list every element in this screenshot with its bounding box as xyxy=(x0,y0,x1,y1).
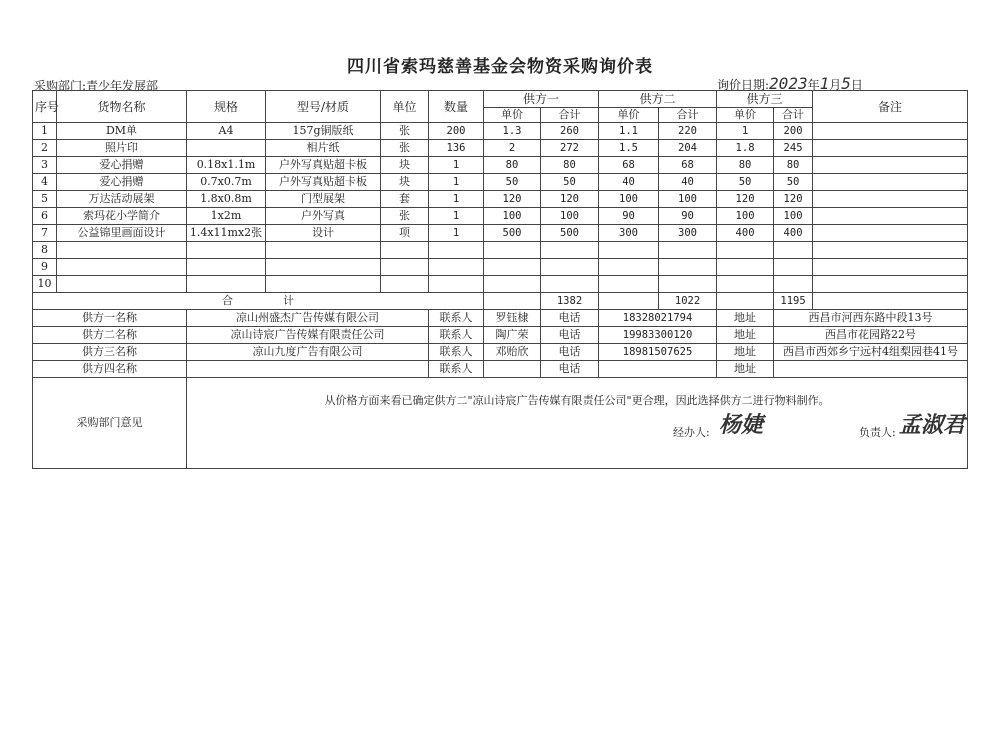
supplier-2-price: 90 xyxy=(599,208,659,225)
item-remark xyxy=(813,208,968,225)
phone-number: 18328021794 xyxy=(599,310,717,327)
signature-area xyxy=(189,408,965,458)
item-remark xyxy=(813,191,968,208)
supplier-1-price xyxy=(484,259,541,276)
supplier-1-total: 500 xyxy=(541,225,599,242)
contact-label: 联系人 xyxy=(429,344,484,361)
header-s3-total: 合计 xyxy=(774,108,813,123)
opinion-row xyxy=(33,378,968,469)
item-qty xyxy=(429,242,484,259)
supplier-1-total xyxy=(541,259,599,276)
supplier-2-total: 300 xyxy=(659,225,717,242)
supplier-2-price: 300 xyxy=(599,225,659,242)
item-unit: 块 xyxy=(381,157,429,174)
header-row xyxy=(33,91,968,108)
supplier-label: 供方二名称 xyxy=(33,327,187,344)
supplier-name xyxy=(187,361,429,378)
supplier-1-total xyxy=(541,276,599,293)
date-day: 5 xyxy=(841,74,851,93)
date-year-unit: 年 xyxy=(807,78,820,92)
supplier-3-price: 1.8 xyxy=(717,140,774,157)
item-model xyxy=(266,276,381,293)
phone-label: 电话 xyxy=(541,310,599,327)
item-unit: 张 xyxy=(381,208,429,225)
item-row xyxy=(33,276,968,293)
item-model xyxy=(266,259,381,276)
supplier-row xyxy=(33,327,968,344)
total-label-a: 合 xyxy=(222,294,233,307)
address-label: 地址 xyxy=(717,361,774,378)
supplier-1-total: 50 xyxy=(541,174,599,191)
item-seq: 1 xyxy=(33,123,57,140)
item-seq: 6 xyxy=(33,208,57,225)
address-label: 地址 xyxy=(717,310,774,327)
item-row xyxy=(33,242,968,259)
manager-signature: 孟淑君 xyxy=(899,412,966,438)
supplier-3-total: 200 xyxy=(774,123,813,140)
supplier-2-price: 1.5 xyxy=(599,140,659,157)
supplier-2-grand-total: 1022 xyxy=(659,293,717,310)
supplier-1-price: 500 xyxy=(484,225,541,242)
date-day-unit: 日 xyxy=(850,78,863,92)
opinion-body xyxy=(187,378,968,469)
supplier-3-total xyxy=(774,276,813,293)
supplier-label: 供方三名称 xyxy=(33,344,187,361)
item-spec xyxy=(187,276,266,293)
phone-number xyxy=(599,361,717,378)
item-qty: 200 xyxy=(429,123,484,140)
handler-signature: 杨婕 xyxy=(719,412,764,438)
item-model: 相片纸 xyxy=(266,140,381,157)
item-row xyxy=(33,208,968,225)
supplier-address: 西昌市河西东路中段13号 xyxy=(774,310,968,327)
date-year: 2023 xyxy=(769,74,808,93)
item-model: 户外写真 xyxy=(266,208,381,225)
item-spec xyxy=(187,242,266,259)
supplier-3-price xyxy=(717,242,774,259)
date-prefix: 询价日期: xyxy=(717,78,770,92)
header-supplier-1: 供方一 xyxy=(484,91,599,108)
total-row xyxy=(33,293,968,310)
header-qty: 数量 xyxy=(429,91,484,123)
item-model: 设计 xyxy=(266,225,381,242)
item-unit xyxy=(381,242,429,259)
supplier-2-total: 90 xyxy=(659,208,717,225)
supplier-2-total: 40 xyxy=(659,174,717,191)
supplier-name: 凉山九度广告有限公司 xyxy=(187,344,429,361)
phone-label: 电话 xyxy=(541,361,599,378)
header-remark: 备注 xyxy=(813,91,968,123)
item-spec: 0.18x1.1m xyxy=(187,157,266,174)
supplier-address: 西昌市西郊乡宁远村4组梨园巷41号 xyxy=(774,344,968,361)
item-remark xyxy=(813,259,968,276)
address-label: 地址 xyxy=(717,344,774,361)
item-unit xyxy=(381,276,429,293)
header-supplier-2: 供方二 xyxy=(599,91,717,108)
contact-label: 联系人 xyxy=(429,361,484,378)
supplier-2-total xyxy=(659,242,717,259)
item-spec: 1.8x0.8m xyxy=(187,191,266,208)
supplier-3-total: 100 xyxy=(774,208,813,225)
header-s2-price: 单价 xyxy=(599,108,659,123)
item-name xyxy=(57,259,187,276)
supplier-1-price: 1.3 xyxy=(484,123,541,140)
opinion-label: 采购部门意见 xyxy=(33,378,187,469)
item-name: 万达活动展架 xyxy=(57,191,187,208)
supplier-1-total: 260 xyxy=(541,123,599,140)
supplier-3-total: 120 xyxy=(774,191,813,208)
supplier-3-price: 400 xyxy=(717,225,774,242)
supplier-1-price: 100 xyxy=(484,208,541,225)
form-title: 四川省索玛慈善基金会物资采购询价表 xyxy=(347,57,653,77)
item-row xyxy=(33,174,968,191)
supplier-1-total: 100 xyxy=(541,208,599,225)
item-row xyxy=(33,123,968,140)
inquiry-table xyxy=(32,90,968,469)
item-model: 户外写真贴超卡板 xyxy=(266,174,381,191)
item-remark xyxy=(813,225,968,242)
total-remark xyxy=(813,293,968,310)
supplier-2-price xyxy=(599,259,659,276)
item-model: 门型展架 xyxy=(266,191,381,208)
supplier-1-price: 50 xyxy=(484,174,541,191)
supplier-address: 西昌市花园路22号 xyxy=(774,327,968,344)
supplier-1-total xyxy=(541,242,599,259)
header-name: 货物名称 xyxy=(57,91,187,123)
item-qty: 1 xyxy=(429,225,484,242)
date-month: 1 xyxy=(819,74,830,93)
supplier-1-grand-total: 1382 xyxy=(541,293,599,310)
supplier-3-total xyxy=(774,242,813,259)
manager-label: 负责人: xyxy=(859,426,896,439)
item-qty: 1 xyxy=(429,208,484,225)
supplier-name: 凉山州盛杰广告传媒有限公司 xyxy=(187,310,429,327)
supplier-3-price: 100 xyxy=(717,208,774,225)
supplier-3-total: 400 xyxy=(774,225,813,242)
supplier-3-price: 80 xyxy=(717,157,774,174)
total-label xyxy=(33,293,484,310)
supplier-2-price xyxy=(599,242,659,259)
supplier-1-total: 120 xyxy=(541,191,599,208)
phone-label: 电话 xyxy=(541,327,599,344)
item-unit: 套 xyxy=(381,191,429,208)
supplier-2-total: 68 xyxy=(659,157,717,174)
supplier-3-price: 120 xyxy=(717,191,774,208)
item-spec xyxy=(187,140,266,157)
supplier-address xyxy=(774,361,968,378)
supplier-row xyxy=(33,361,968,378)
supplier-1-price xyxy=(484,242,541,259)
item-model: 157g铜版纸 xyxy=(266,123,381,140)
item-model: 户外写真贴超卡板 xyxy=(266,157,381,174)
supplier-2-price: 1.1 xyxy=(599,123,659,140)
header-s1-price: 单价 xyxy=(484,108,541,123)
supplier-3-total: 245 xyxy=(774,140,813,157)
supplier-1-total: 80 xyxy=(541,157,599,174)
supplier-1-price: 2 xyxy=(484,140,541,157)
item-seq: 4 xyxy=(33,174,57,191)
supplier-name: 凉山诗宸广告传媒有限责任公司 xyxy=(187,327,429,344)
header-supplier-3: 供方三 xyxy=(717,91,813,108)
supplier-2-total: 100 xyxy=(659,191,717,208)
item-seq: 3 xyxy=(33,157,57,174)
item-name: 照片印 xyxy=(57,140,187,157)
item-qty xyxy=(429,276,484,293)
supplier-2-total: 220 xyxy=(659,123,717,140)
supplier-2-total xyxy=(659,276,717,293)
item-qty: 1 xyxy=(429,157,484,174)
supplier-2-price: 40 xyxy=(599,174,659,191)
item-row xyxy=(33,225,968,242)
item-name xyxy=(57,276,187,293)
item-name: 索玛花小学简介 xyxy=(57,208,187,225)
supplier-1-price: 80 xyxy=(484,157,541,174)
supplier-label: 供方四名称 xyxy=(33,361,187,378)
supplier-1-price-total xyxy=(484,293,541,310)
item-spec: 1x2m xyxy=(187,208,266,225)
contact-person: 罗钰棣 xyxy=(484,310,541,327)
item-unit: 张 xyxy=(381,140,429,157)
supplier-1-total: 272 xyxy=(541,140,599,157)
item-remark xyxy=(813,276,968,293)
total-label-b: 计 xyxy=(283,294,294,307)
opinion-text: 从价格方面来看已确定供方二"凉山诗宸广告传媒有限责任公司"更合理，因此选择供方二进行物料制作。 xyxy=(324,394,830,407)
item-qty: 136 xyxy=(429,140,484,157)
contact-label: 联系人 xyxy=(429,310,484,327)
supplier-row xyxy=(33,310,968,327)
item-seq: 8 xyxy=(33,242,57,259)
item-row xyxy=(33,140,968,157)
item-remark xyxy=(813,140,968,157)
item-seq: 10 xyxy=(33,276,57,293)
phone-label: 电话 xyxy=(541,344,599,361)
supplier-3-price: 1 xyxy=(717,123,774,140)
header-spec: 规格 xyxy=(187,91,266,123)
supplier-2-price: 100 xyxy=(599,191,659,208)
header-s3-price: 单价 xyxy=(717,108,774,123)
supplier-1-price xyxy=(484,276,541,293)
supplier-3-price xyxy=(717,276,774,293)
contact-person: 陶广荣 xyxy=(484,327,541,344)
item-row xyxy=(33,191,968,208)
supplier-1-price: 120 xyxy=(484,191,541,208)
item-unit xyxy=(381,259,429,276)
item-remark xyxy=(813,157,968,174)
supplier-row xyxy=(33,344,968,361)
header-unit: 单位 xyxy=(381,91,429,123)
item-model xyxy=(266,242,381,259)
supplier-3-price: 50 xyxy=(717,174,774,191)
supplier-3-total: 50 xyxy=(774,174,813,191)
item-row xyxy=(33,157,968,174)
phone-number: 19983300120 xyxy=(599,327,717,344)
item-spec: 0.7x0.7m xyxy=(187,174,266,191)
purchasing-department: 采购部门:青少年发展部 xyxy=(34,79,159,93)
item-qty xyxy=(429,259,484,276)
contact-person xyxy=(484,361,541,378)
item-seq: 2 xyxy=(33,140,57,157)
phone-number: 18981507625 xyxy=(599,344,717,361)
supplier-2-price: 68 xyxy=(599,157,659,174)
item-name: 爱心捐赠 xyxy=(57,174,187,191)
supplier-2-total: 204 xyxy=(659,140,717,157)
item-remark xyxy=(813,242,968,259)
supplier-3-grand-total: 1195 xyxy=(774,293,813,310)
supplier-3-price-total xyxy=(717,293,774,310)
supplier-2-price xyxy=(599,276,659,293)
item-unit: 块 xyxy=(381,174,429,191)
handler-label: 经办人: xyxy=(673,426,710,439)
date-month-unit: 月 xyxy=(829,78,842,92)
header-s1-total: 合计 xyxy=(541,108,599,123)
address-label: 地址 xyxy=(717,327,774,344)
item-row xyxy=(33,259,968,276)
supplier-3-total xyxy=(774,259,813,276)
item-seq: 5 xyxy=(33,191,57,208)
header-s2-total: 合计 xyxy=(659,108,717,123)
supplier-2-price-total xyxy=(599,293,659,310)
header-seq: 序号 xyxy=(33,91,57,123)
supplier-2-total xyxy=(659,259,717,276)
item-spec xyxy=(187,259,266,276)
item-qty: 1 xyxy=(429,191,484,208)
item-remark xyxy=(813,123,968,140)
item-qty: 1 xyxy=(429,174,484,191)
contact-label: 联系人 xyxy=(429,327,484,344)
item-name: DM单 xyxy=(57,123,187,140)
item-seq: 7 xyxy=(33,225,57,242)
supplier-label: 供方一名称 xyxy=(33,310,187,327)
contact-person: 邓贻欣 xyxy=(484,344,541,361)
supplier-3-total: 80 xyxy=(774,157,813,174)
item-spec: A4 xyxy=(187,123,266,140)
item-unit: 项 xyxy=(381,225,429,242)
item-name: 爱心捐赠 xyxy=(57,157,187,174)
item-seq: 9 xyxy=(33,259,57,276)
item-unit: 张 xyxy=(381,123,429,140)
item-spec: 1.4x11mx2张 xyxy=(187,225,266,242)
item-name xyxy=(57,242,187,259)
supplier-3-price xyxy=(717,259,774,276)
item-remark xyxy=(813,174,968,191)
item-name: 公益锦里画面设计 xyxy=(57,225,187,242)
header-model: 型号/材质 xyxy=(266,91,381,123)
